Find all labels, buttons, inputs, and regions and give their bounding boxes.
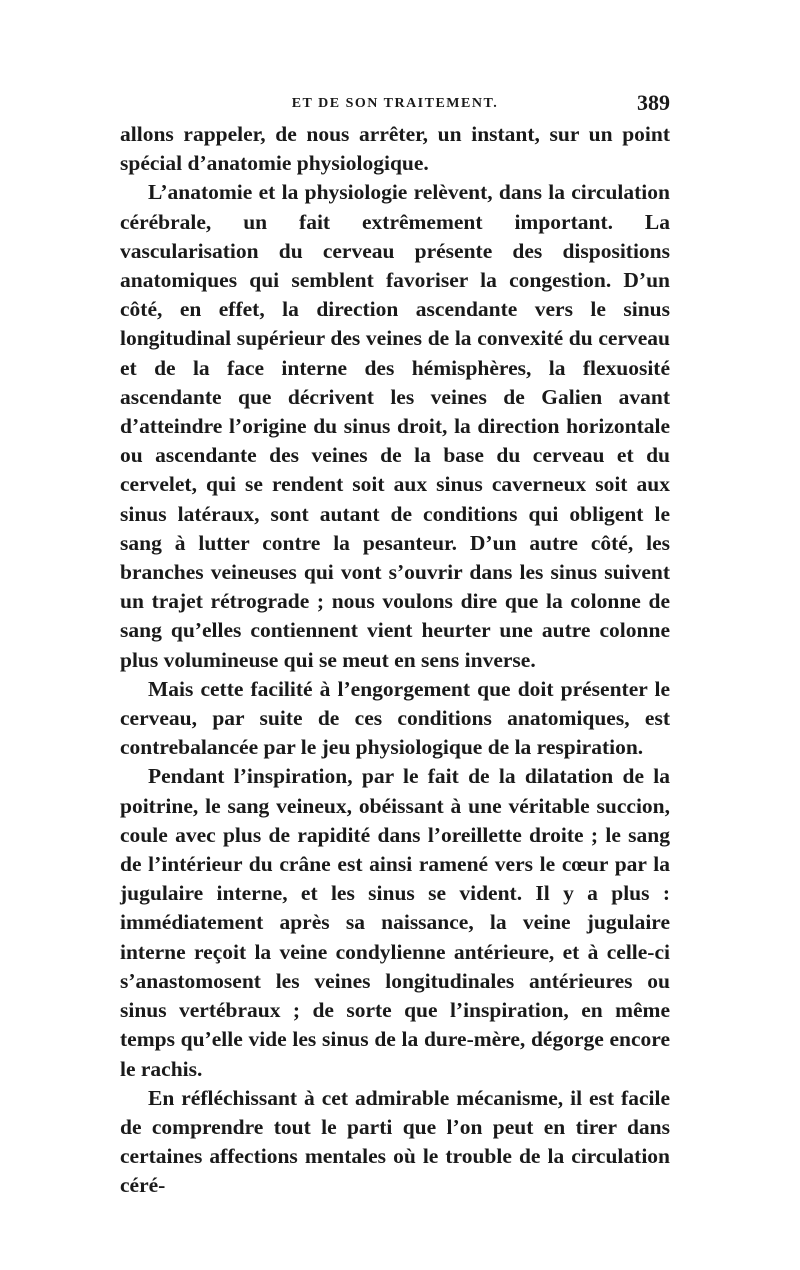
paragraph-counterbalance: Mais cette facilité à l’engorgement que doit présenter le cerveau, par suite de ces conditions anatomiques, est contrebalancée par le jeu physiologique de la respiration.: [120, 676, 670, 760]
running-title: ET DE SON TRAITEMENT.: [291, 96, 499, 111]
paragraph-continuation: allons rappeler, de nous arrêter, un instant, sur un point spécial d’anatomie physiologique.: [120, 122, 670, 176]
running-head: [120, 90, 670, 120]
book-page: [120, 90, 670, 1201]
paragraph-inspiration: Pendant l’inspiration, par le fait de la dilatation de la poitrine, le sang veineux, obéissant à une véritable succion, coule avec plus de rapidité dans l’oreillette droite ; le sang de l’intérieur du crâne est ainsi ramené vers le cœur par la jugulaire interne, et les sinus se vident. Il y a plus : immédiatement après sa naissance, la veine jugulaire interne reçoit la veine condylienne antérieure, et à celle-ci s’anastomosent les veines longitudinales antérieures ou sinus vertébraux ; de sorte que l’inspiration, en même temps qu’elle vide les sinus de la dure-mère, dégorge encore le rachis.: [120, 764, 670, 1081]
paragraph-anatomy: L’anatomie et la physiologie relèvent, dans la circulation cérébrale, un fait extrêmement important. La vascularisation du cerveau présente des dispositions anatomiques qui semblent favoriser la congestion. D’un côté, en effet, la direction ascendante vers le sinus longitudinal supérieur des veines de la convexité du cerveau et de la face interne des hémisphères, la flexuosité ascendante que décrivent les veines de Galien avant d’atteindre l’origine du sinus droit, la direction horizontale ou ascendante des veines de la base du cerveau et du cervelet, qui se rendent soit aux sinus caverneux soit aux sinus latéraux, sont autant de conditions qui obligent le sang à lutter contre la pesanteur. D’un autre côté, les branches veineuses qui vont s’ouvrir dans les sinus suivent un trajet rétrograde ; nous voulons dire que la colonne de sang qu’elles contiennent vient heurter une autre colonne plus volumineuse qui se meut en sens inverse.: [120, 180, 670, 672]
body-text: [120, 120, 670, 1201]
paragraph-mechanism: En réfléchissant à cet admirable mécanisme, il est facile de comprendre tout le parti que l’on peut en tirer dans certaines affections mentales où le trouble de la circulation céré-: [120, 1085, 670, 1198]
page-number: 389: [637, 90, 670, 115]
